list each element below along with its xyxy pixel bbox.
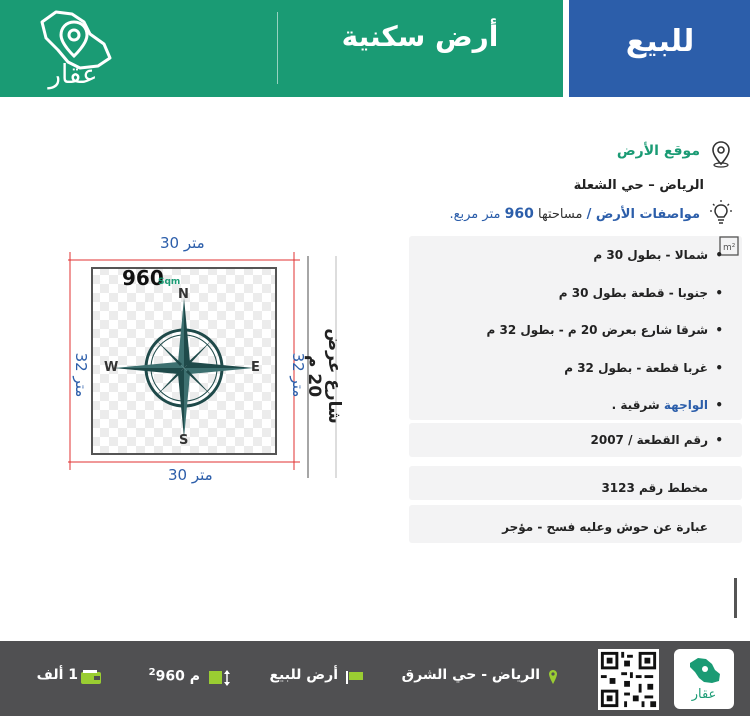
specs-label: مواصفات الأرض / [586,207,700,222]
page-title: أرض سكنية [341,20,499,53]
compass-north-label: N [178,287,189,302]
boundary-south: جنوبا - قطعة بطول 30 م • [559,286,708,300]
location-pin-icon [709,140,733,168]
footer-logo [674,649,734,709]
footer-type: أرض للبيع [269,667,338,683]
footer-price: 1 ألف [36,667,78,683]
qr-code[interactable] [598,649,659,710]
dimension-bottom: 30 متر [168,466,213,484]
diagram-area-number: 960 [122,266,164,290]
boundary-west: غربا قطعة - بطول 32 م • [564,361,708,375]
header [0,0,750,97]
facade-label: الواجهة [663,398,708,412]
compass-south-label: S [179,433,189,448]
lightbulb-icon [707,199,735,227]
area-prefix: مساحتها [537,207,583,222]
location-title: موقع الأرض [616,143,700,159]
boundary-north: شمالا - بطول 30 م • [593,248,708,262]
dimension-left: 32 متر [72,352,90,398]
footer-logo-text: عقار [691,687,717,702]
footer-location-pin-icon [548,669,558,685]
sale-label: للبيع [625,24,695,59]
footer-saudi-map-icon [686,655,722,687]
location-text: الرياض – حي الشعلة [573,178,704,193]
specs-line [449,206,700,222]
footer-area-value: 960 م [155,668,200,685]
street-label: شارع عرض 20 م [304,328,344,424]
compass-west-label: W [104,360,119,375]
scrollbar[interactable] [734,578,737,618]
logo-text: عقار [48,60,98,90]
description: عبارة عن حوش وعليه فسح - مؤجر [502,520,708,534]
facade-value: شرقية . [611,398,660,412]
svg-text:m²: m² [723,243,736,253]
plot-number: رقم القطعة / 2007 • [591,433,709,447]
header-divider [277,12,278,84]
plan-number: مخطط رقم 3123 [601,481,708,495]
footer-area-icon [208,669,232,687]
footer-area-sup: 2 [148,667,156,678]
compass-east-label: E [251,360,260,375]
dimension-right: 32 متر [289,352,307,398]
boundary-east: شرقا شارع بعرض 20 م - بطول 32 م • [487,323,708,337]
area-suffix: متر مربع. [449,207,501,222]
area-value: 960 [504,206,534,222]
diagram-area-unit: Sqm [158,277,181,287]
footer-location: الرياض - حي الشرق [401,667,540,683]
footer-wallet-icon [80,669,102,685]
footer-sign-icon [345,669,365,685]
dimension-top: 30 متر [160,234,205,252]
footer-area [149,667,200,685]
facade [612,398,708,412]
